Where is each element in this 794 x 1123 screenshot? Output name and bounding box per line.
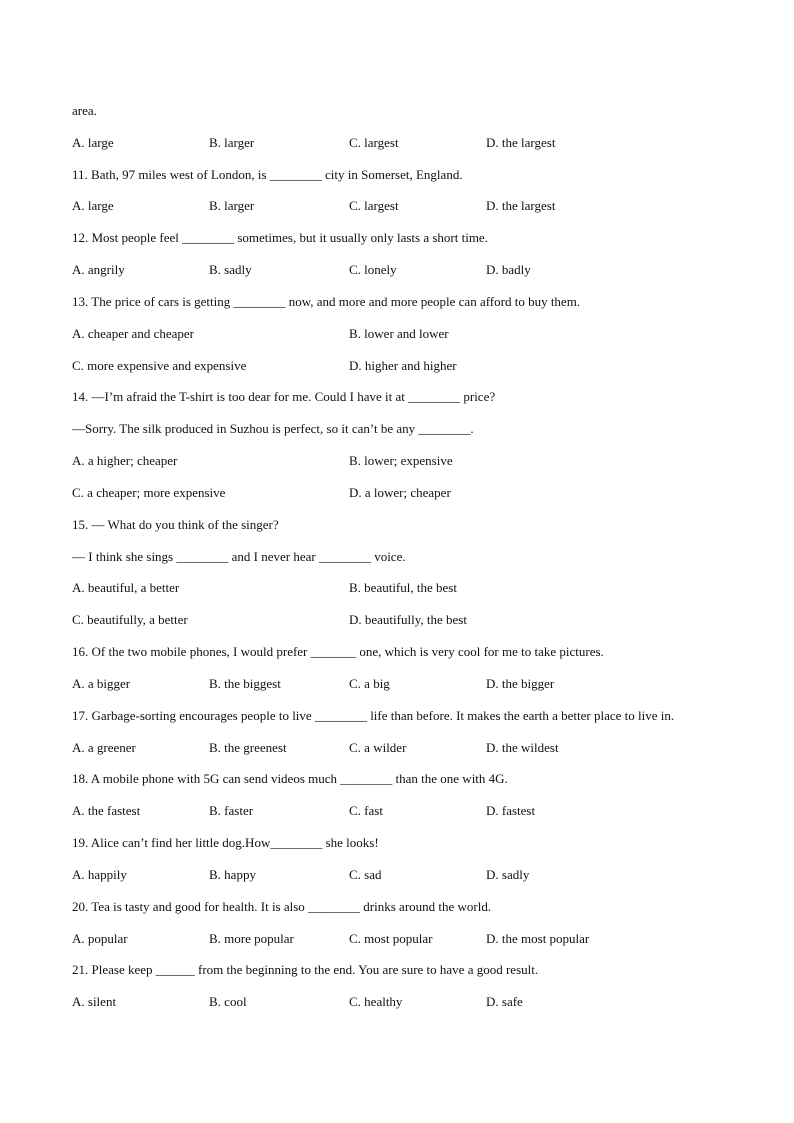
answer-option: D. higher and higher [349,358,457,373]
answer-option: D. the bigger [486,676,555,691]
answer-option: B. the greenest [209,740,287,755]
answer-option: A. a higher; cheaper [72,453,178,468]
answer-option: D. safe [486,994,523,1009]
answer-option: C. healthy [349,994,403,1009]
answer-option: C. fast [349,803,383,818]
answer-option: D. badly [486,262,531,277]
answer-option: B. larger [209,135,255,150]
answer-option: C. beautifully, a better [72,612,188,627]
answer-option: B. larger [209,198,255,213]
answer-option: B. sadly [209,262,252,277]
answer-option: C. a big [349,676,390,691]
answer-option: A. happily [72,867,127,882]
answer-option: B. more popular [209,931,294,946]
answer-option: A. beautiful, a better [72,580,180,595]
question-line: 19. Alice can’t find her little dog.How________ she looks! [72,835,379,850]
answer-option: C. lonely [349,262,397,277]
answer-option: C. a cheaper; more expensive [72,485,226,500]
answer-option: D. beautifully, the best [349,612,467,627]
question-line: 21. Please keep ______ from the beginning to the end. You are sure to have a good result. [72,962,539,977]
answer-option: B. lower; expensive [349,453,453,468]
answer-option: B. faster [209,803,254,818]
question-line: 11. Bath, 97 miles west of London, is ________ city in Somerset, England. [72,167,463,182]
answer-option: C. largest [349,135,399,150]
answer-option: C. sad [349,867,382,882]
question-line: 20. Tea is tasty and good for health. It is also ________ drinks around the world. [72,899,492,914]
question-line: 17. Garbage-sorting encourages people to live ________ life than before. It makes the earth a better place to live in. [72,708,675,723]
answer-option: C. a wilder [349,740,407,755]
answer-option: D. the largest [486,198,556,213]
answer-option: A. a bigger [72,676,131,691]
answer-option: D. the largest [486,135,556,150]
question-line: —Sorry. The silk produced in Suzhou is perfect, so it can’t be any ________. [72,421,474,436]
question-line: — I think she sings ________ and I never hear ________ voice. [72,549,406,564]
question-line: 18. A mobile phone with 5G can send videos much ________ than the one with 4G. [72,771,508,786]
answer-option: A. cheaper and cheaper [72,326,194,341]
answer-option: A. angrily [72,262,125,277]
answer-option: D. sadly [486,867,530,882]
answer-option: B. the biggest [209,676,281,691]
question-line: area. [72,103,97,118]
answer-option: C. more expensive and expensive [72,358,247,373]
answer-option: A. popular [72,931,128,946]
question-line: 12. Most people feel ________ sometimes, but it usually only lasts a short time. [72,230,488,245]
question-line: 16. Of the two mobile phones, I would prefer _______ one, which is very cool for me to take pictures. [72,644,604,659]
question-line: 15. — What do you think of the singer? [72,517,279,532]
answer-option: D. the most popular [486,931,590,946]
answer-option: B. cool [209,994,247,1009]
answer-option: A. large [72,135,114,150]
answer-option: A. a greener [72,740,136,755]
answer-option: D. a lower; cheaper [349,485,451,500]
answer-option: C. largest [349,198,399,213]
answer-option: A. large [72,198,114,213]
answer-option: B. beautiful, the best [349,580,457,595]
answer-option: A. silent [72,994,117,1009]
answer-option: B. lower and lower [349,326,449,341]
question-line: 14. —I’m afraid the T-shirt is too dear for me. Could I have it at ________ price? [72,389,496,404]
question-line: 13. The price of cars is getting ________ now, and more and more people can afford to buy them. [72,294,581,309]
answer-option: D. the wildest [486,740,559,755]
answer-option: B. happy [209,867,256,882]
answer-option: A. the fastest [72,803,141,818]
answer-option: C. most popular [349,931,433,946]
answer-option: D. fastest [486,803,536,818]
